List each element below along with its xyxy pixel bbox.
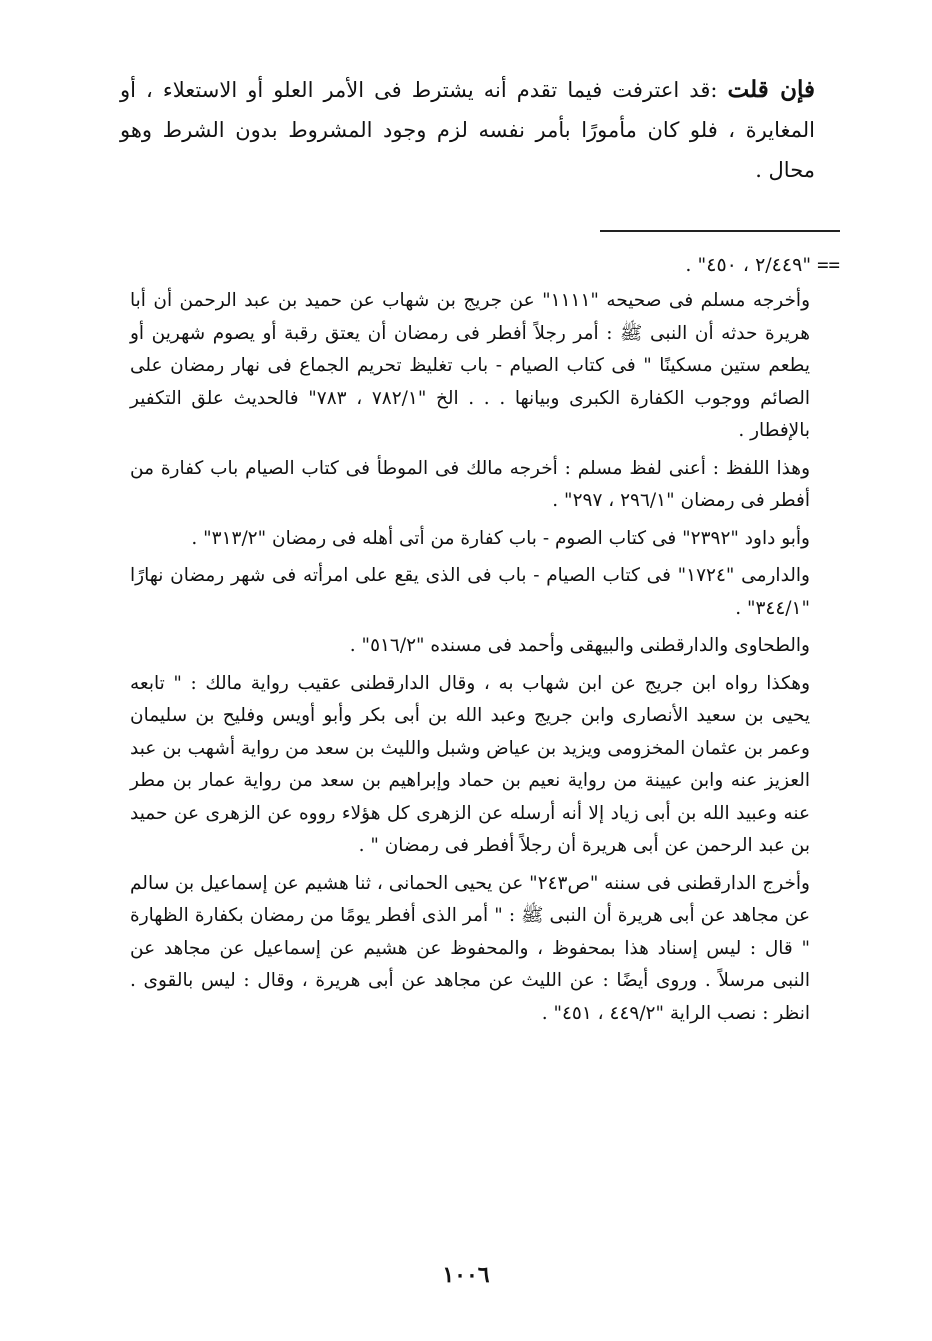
- footnote-paragraph: وأخرجه مسلم فى صحيحه "١١١١" عن جريج بن شهاب عن حميد بن عبد الرحمن أن أبا هريرة حدثه أن النبى ﷺ : أمر رجلاً أفطر فى رمضان أن يعتق رقبة أو يصوم شهرين أو يطعم ستين مسكينًا " فى كتاب الصيام - باب تغليظ تحريم الجماع فى نهار رمضان على الصائم ووجوب الكفارة الكبرى وبيانها . . . الخ "٧٨٢/١ ، ٧٨٣" فالحديث علق التكفير بالإفطار .: [130, 290, 811, 441]
- footnote-separator: [600, 230, 840, 232]
- page-number: ١٠٠٦: [442, 1262, 490, 1288]
- footnote-paragraph: وهذا اللفظ : أعنى لفظ مسلم : أخرجه مالك فى الموطأ فى كتاب الصيام باب كفارة من أفطر فى رمضان "٢٩٦/١ ، ٢٩٧" .: [130, 457, 810, 511]
- footnote-paragraph: والطحاوى والدارقطنى والبيهقى وأحمد فى مسنده "٥١٦/٢" .: [349, 635, 810, 656]
- footnote-paragraph: والدارمى "١٧٢٤" فى كتاب الصيام - باب فى الذى يقع على امرأته فى شهر رمضان نهارًا "٣٤٤/١" .: [130, 565, 810, 619]
- footnote-continuation: [360, 248, 840, 282]
- footnote-paragraph: وأبو داود "٢٣٩٢" فى كتاب الصوم - باب كفارة من أتى أهله فى رمضان "٣١٣/٢" .: [191, 527, 810, 549]
- paragraph-body: :قد اعترفت فيما تقدم أنه يشترط فى الأمر العلو أو الاستعلاء ، أو المغايرة ، فلو كان مأمورًا بأمر نفسه لزم وجود المشروط بدون الشرط وهو محال .: [120, 78, 815, 182]
- main-paragraph: [120, 70, 815, 190]
- footnotes: [130, 285, 810, 1035]
- footnote-paragraph: وأخرج الدارقطنى فى سننه "ص٢٤٣" عن يحيى الحمانى ، ثنا هشيم عن إسماعيل بن سالم عن مجاهد عن أبى هريرة أن النبى ﷺ : " أمر الذى أفطر يومًا من رمضان بكفارة الظهارة " قال : ليس إسناد هذا بمحفوظ ، والمحفوظ عن هشيم عن إسماعيل عن مجاهد عن النبى مرسلاً . وروى أيضًا : عن الليث عن مجاهد عن أبى هريرة ، وقال : ليس بالقوى . انظر : نصب الراية "٤٤٩/٢ ، ٤٥١" .: [130, 872, 810, 1024]
- continuation-text: "٢/٤٤٩ ، ٤٥٠" .: [685, 254, 812, 276]
- paragraph-lead: فإن قلت: [727, 76, 815, 103]
- continuation-marker: ==: [817, 254, 840, 276]
- footnote-paragraph: وهكذا رواه ابن جريج عن ابن شهاب به ، وقال الدارقطنى عقيب رواية مالك : " تابعه يحيى بن سعيد الأنصارى وابن جريج وعبد الله بن أبى بكر وأبو أويس وفليح بن سليمان وعمر بن عثمان المخزومى ويزيد بن عياض وشبل والليث بن سعد من رواية أشهب بن عبد العزيز عنه وابن عيينة من رواية نعيم بن حماد وإبراهيم بن سعد من رواية عمار بن مطر عنه وعبيد الله بن أبى زياد إلا أنه أرسله عن الزهرى كل هؤلاء رووه عن الزهرى عن حميد بن عبد الرحمن عن أبى هريرة أن رجلاً أفطر فى رمضان " .: [130, 672, 810, 856]
